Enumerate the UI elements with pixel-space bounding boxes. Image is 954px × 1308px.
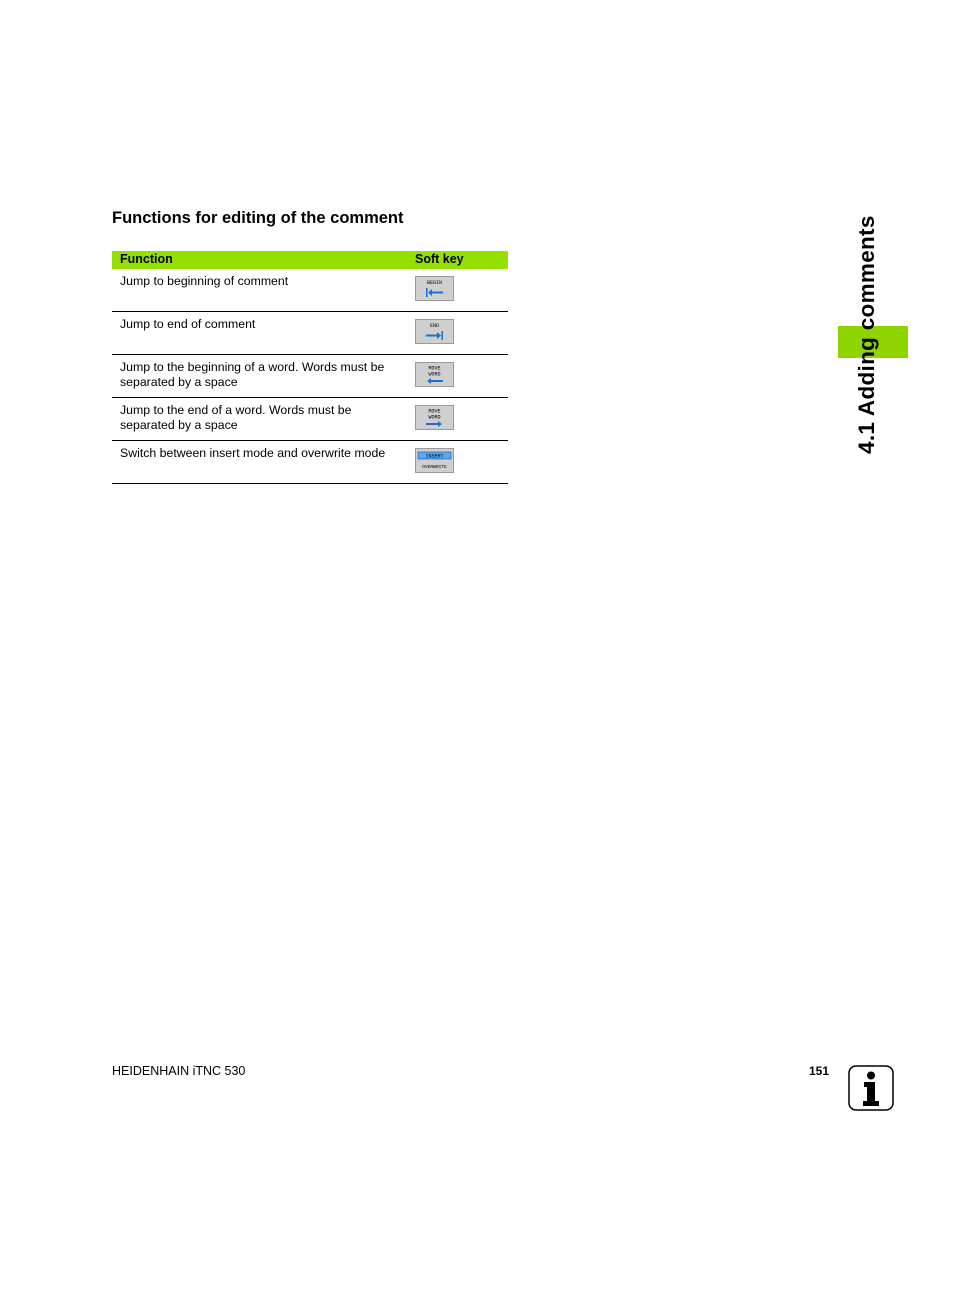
table-row: [112, 441, 508, 484]
softkey-label: OVERWRITE: [422, 465, 447, 470]
functions-table: [112, 251, 508, 484]
softkey-label: END: [429, 323, 440, 329]
footer-product: HEIDENHAIN iTNC 530: [112, 1064, 246, 1078]
function-text: Switch between insert mode and overwrite mode: [120, 446, 386, 460]
page-number: 151: [809, 1064, 830, 1078]
softkey-label: MOVE: [428, 408, 441, 415]
move-word-left-softkey[interactable]: [415, 362, 454, 387]
toggle-icon: [416, 449, 453, 472]
function-text: Jump to beginning of comment: [120, 274, 289, 288]
softkey-label: BEGIN: [426, 280, 443, 286]
arrow-right-to-bar-icon: [416, 320, 453, 343]
table-row: [112, 355, 508, 398]
softkey-label: MOVE: [428, 365, 441, 372]
function-text: Jump to end of comment: [120, 317, 256, 331]
header-function: Function: [120, 252, 173, 266]
section-heading: Functions for editing of the comment: [112, 209, 404, 227]
softkey-label: INSERT: [425, 453, 444, 460]
header-soft-key: Soft key: [415, 252, 464, 266]
info-icon: [848, 1065, 894, 1111]
table-row: [112, 398, 508, 441]
table-header: [112, 251, 508, 269]
arrow-left-icon: [416, 363, 453, 386]
chapter-side-title: 4.1 Adding comments: [854, 215, 879, 454]
softkey-label: WORD: [428, 371, 441, 378]
function-text: Jump to the beginning of a word. Words must be separated by a space: [120, 360, 385, 389]
arrow-right-icon: [416, 406, 453, 429]
begin-softkey[interactable]: [415, 276, 454, 301]
table-row: [112, 312, 508, 355]
move-word-right-softkey[interactable]: [415, 405, 454, 430]
function-text: Jump to the end of a word. Words must be separated by a space: [120, 403, 352, 432]
insert-overwrite-softkey[interactable]: [415, 448, 454, 473]
arrow-left-to-bar-icon: [416, 277, 453, 300]
table-row: [112, 269, 508, 312]
end-softkey[interactable]: [415, 319, 454, 344]
softkey-label: WORD: [428, 414, 441, 421]
